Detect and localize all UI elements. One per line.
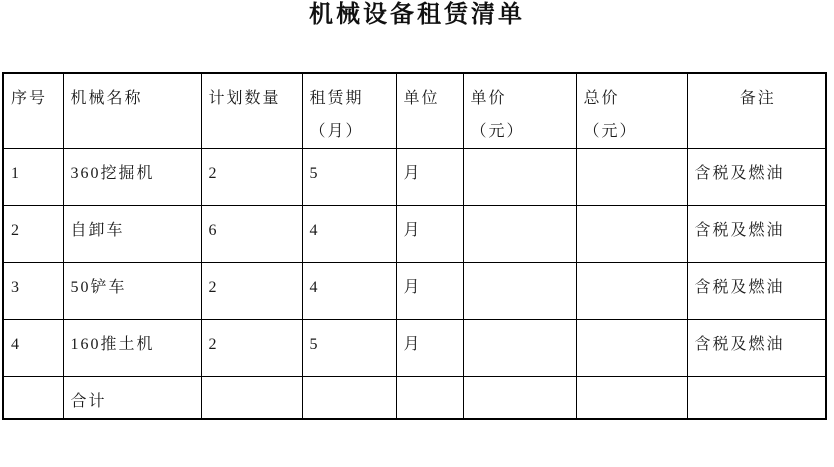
- header-rental-period-unit: （月）: [309, 123, 364, 140]
- page-title: 机械设备租赁清单: [309, 2, 525, 28]
- footer-cell-rental-period: [302, 377, 396, 420]
- cell-planned-qty: 6: [201, 206, 302, 263]
- cell-unit: 月: [396, 263, 463, 320]
- cell-serial: 2: [3, 206, 63, 263]
- cell-planned-qty: 2: [201, 149, 302, 206]
- cell-unit: 月: [396, 320, 463, 377]
- cell-remark: 含税及燃油: [687, 206, 826, 263]
- footer-cell-planned-qty: [201, 377, 302, 420]
- cell-unit: 月: [396, 206, 463, 263]
- footer-cell-total-price: [576, 377, 687, 420]
- cell-total-price: [576, 206, 687, 263]
- footer-cell-unit: [396, 377, 463, 420]
- cell-remark: 含税及燃油: [687, 320, 826, 377]
- footer-cell-remark: [687, 377, 826, 420]
- cell-total-price: [576, 320, 687, 377]
- footer-cell-total-label: 合计: [63, 377, 201, 420]
- table-row: [3, 149, 826, 206]
- cell-serial: 4: [3, 320, 63, 377]
- cell-machine-name: 160推土机: [63, 320, 201, 377]
- header-row: [3, 73, 826, 149]
- cell-remark: 含税及燃油: [687, 263, 826, 320]
- table-row: [3, 206, 826, 263]
- header-cell-remark: [687, 73, 826, 149]
- header-cell-machine-name: [63, 73, 201, 149]
- header-rental-period-label: 租赁期: [309, 90, 364, 107]
- cell-unit-price: [463, 320, 576, 377]
- header-cell-unit: [396, 73, 463, 149]
- header-unit-price-currency: （元）: [470, 123, 525, 140]
- header-cell-planned-qty: [201, 73, 302, 149]
- header-cell-unit-price: [463, 73, 576, 149]
- header-planned-qty-label: 计划数量: [208, 90, 281, 107]
- table-row: [3, 263, 826, 320]
- header-cell-serial: [3, 73, 63, 149]
- header-remark-label: 备注: [739, 90, 776, 107]
- cell-serial: 1: [3, 149, 63, 206]
- cell-planned-qty: 2: [201, 263, 302, 320]
- footer-cell-serial: [3, 377, 63, 420]
- cell-rental-period: 4: [302, 206, 396, 263]
- cell-machine-name: 自卸车: [63, 206, 201, 263]
- header-total-price-label: 总价: [583, 90, 620, 107]
- footer-row: [3, 377, 826, 420]
- cell-total-price: [576, 263, 687, 320]
- cell-unit-price: [463, 263, 576, 320]
- footer-cell-unit-price: [463, 377, 576, 420]
- cell-machine-name: 50铲车: [63, 263, 201, 320]
- table-row: [3, 320, 826, 377]
- header-serial-label: 序号: [11, 90, 48, 107]
- cell-machine-name: 360挖掘机: [63, 149, 201, 206]
- cell-unit-price: [463, 206, 576, 263]
- cell-total-price: [576, 149, 687, 206]
- equipment-rental-table: [2, 72, 827, 420]
- header-machine-name-label: 机械名称: [70, 90, 143, 107]
- cell-rental-period: 4: [302, 263, 396, 320]
- cell-rental-period: 5: [302, 149, 396, 206]
- cell-rental-period: 5: [302, 320, 396, 377]
- cell-unit-price: [463, 149, 576, 206]
- cell-remark: 含税及燃油: [687, 149, 826, 206]
- header-total-price-currency: （元）: [583, 123, 638, 140]
- header-cell-rental-period: [302, 73, 396, 149]
- cell-planned-qty: 2: [201, 320, 302, 377]
- header-unit-price-label: 单价: [470, 90, 507, 107]
- header-unit-label: 单位: [403, 90, 440, 107]
- cell-serial: 3: [3, 263, 63, 320]
- cell-unit: 月: [396, 149, 463, 206]
- header-cell-total-price: [576, 73, 687, 149]
